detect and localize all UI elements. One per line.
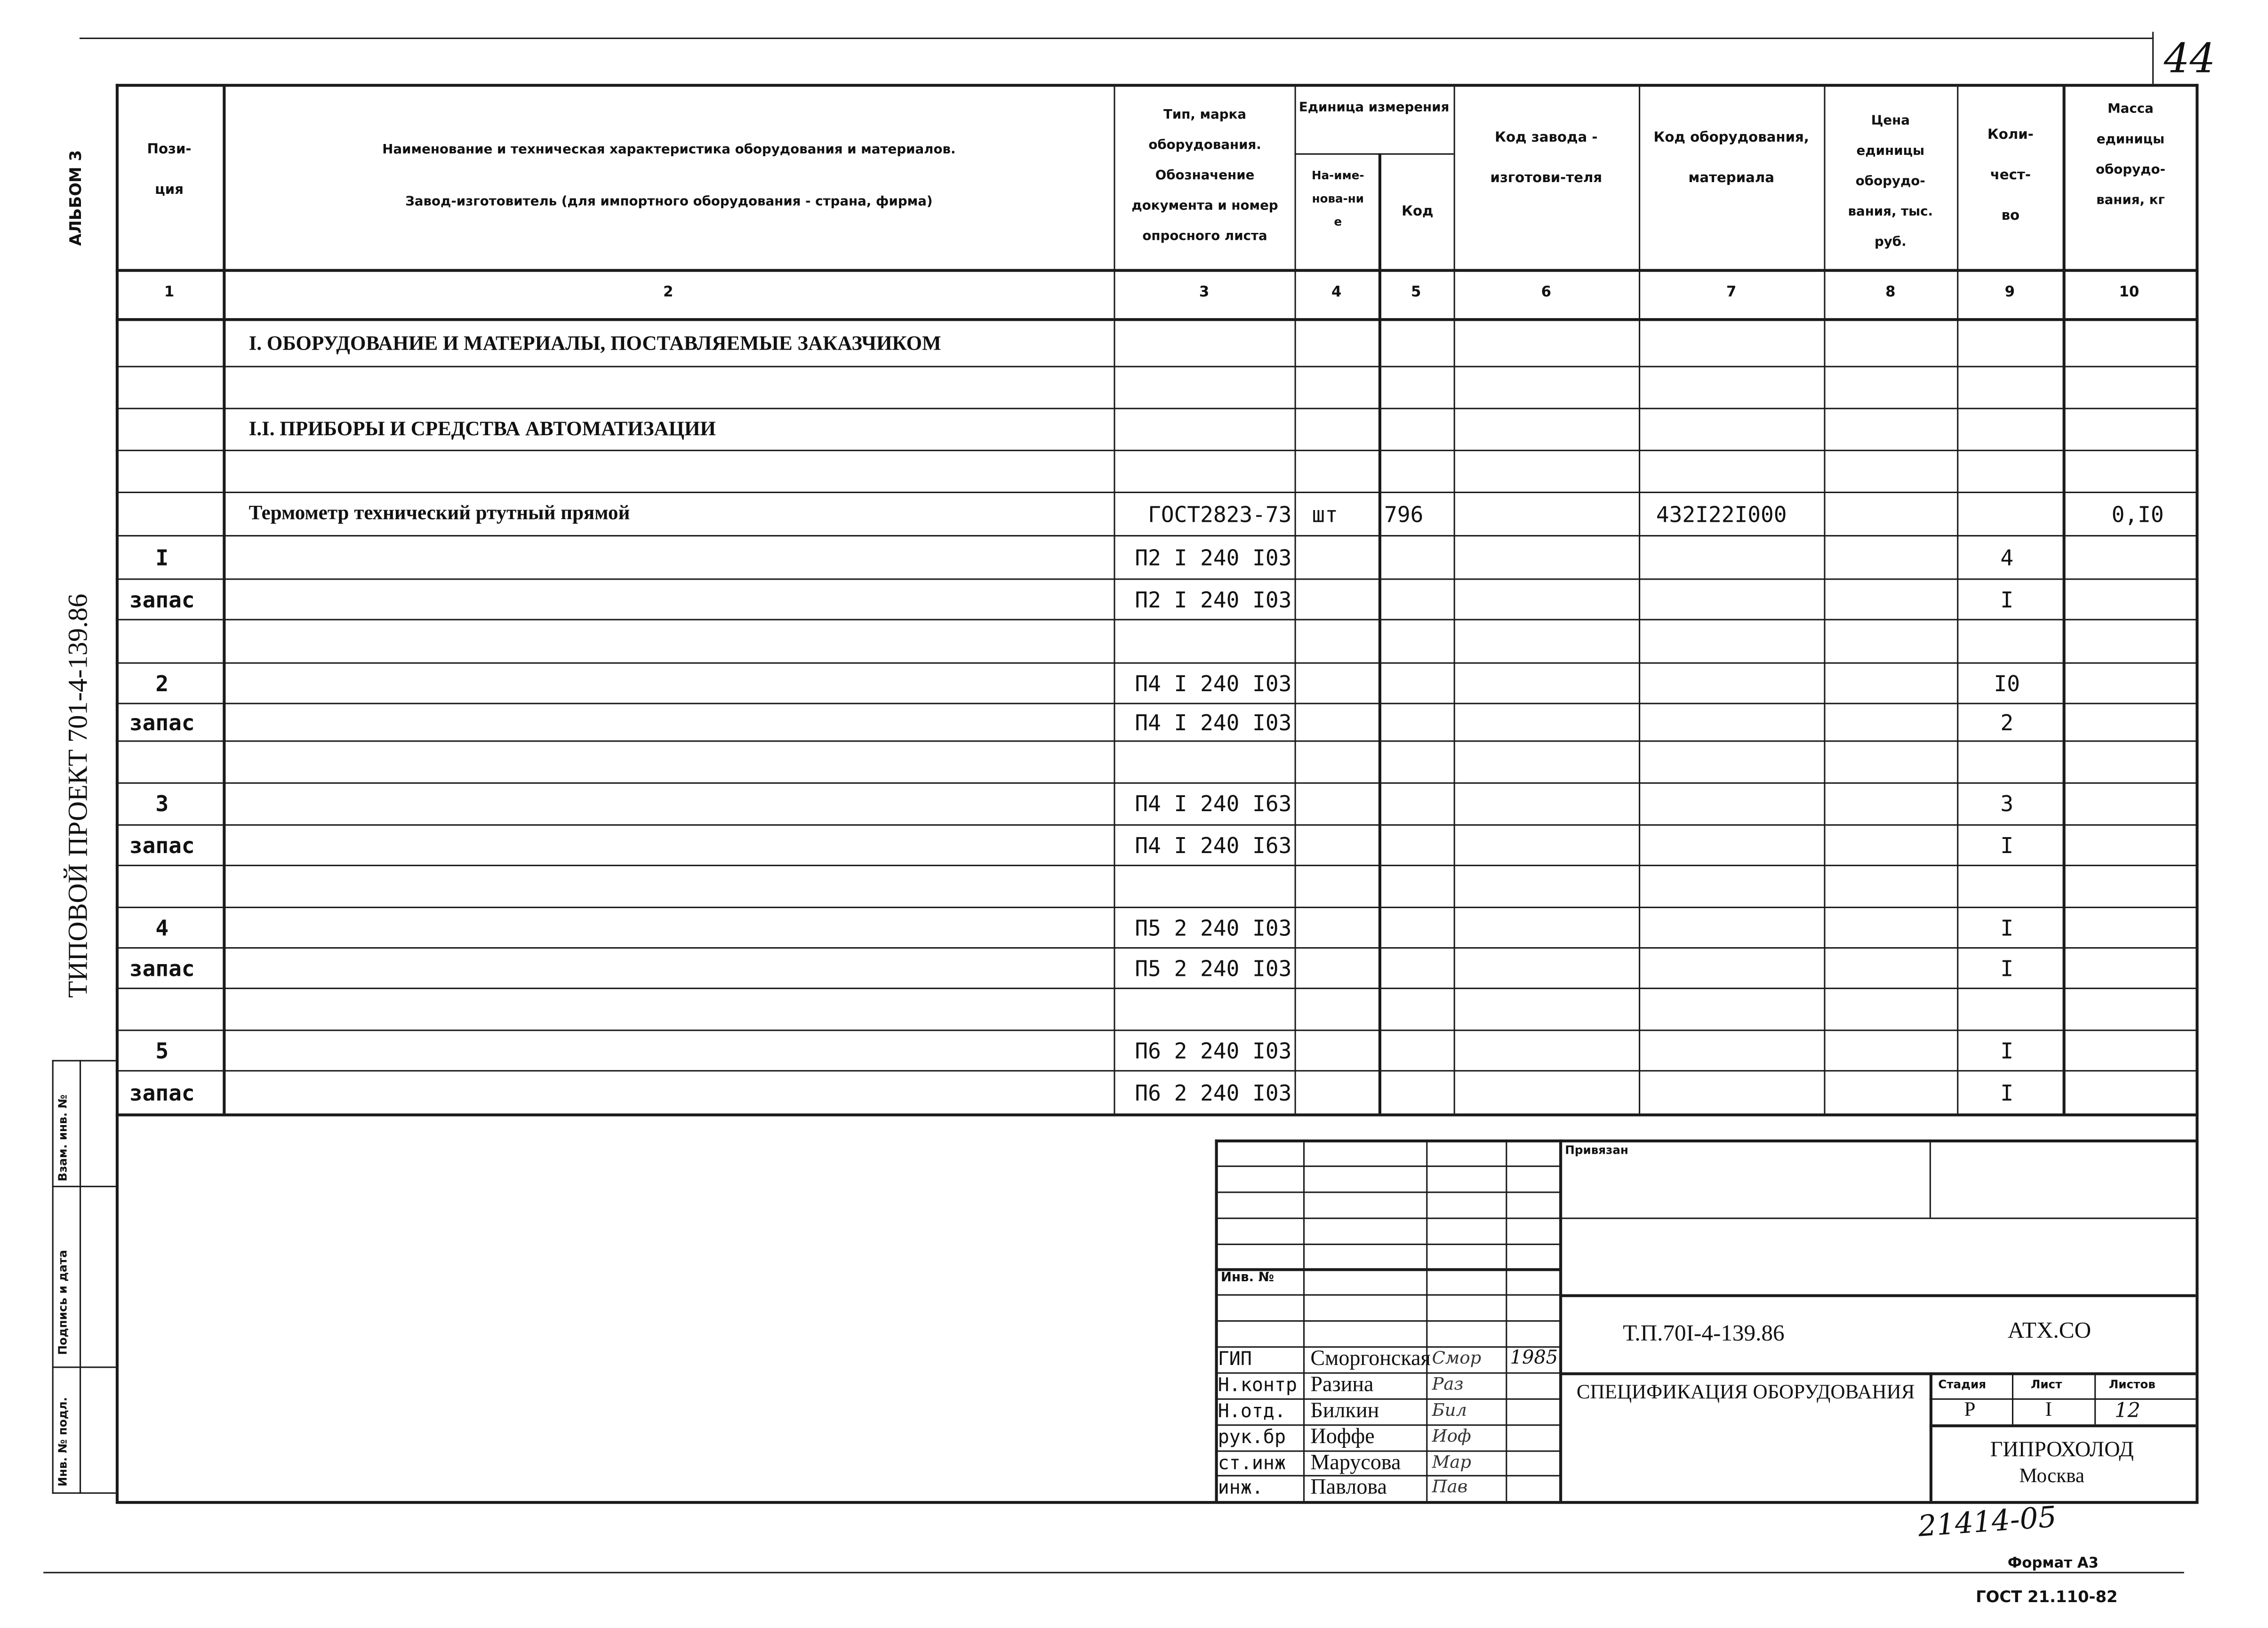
signature: Бил — [1432, 1399, 1467, 1420]
signer-role: инж. — [1218, 1477, 1263, 1500]
cell-mass — [2063, 453, 2164, 492]
cell-type: П6 2 240 I03 — [1135, 1038, 1292, 1064]
cell-pos — [116, 369, 208, 408]
standard-label: ГОСТ 21.110-82 — [1976, 1588, 2118, 1607]
cell-mass — [2063, 990, 2164, 1029]
sheet-code: АТХ.СО — [2007, 1318, 2092, 1344]
header-mass: Масса единицы оборудо-вания, кг — [2095, 103, 2165, 208]
signer-role: ГИП — [1218, 1349, 1252, 1371]
cell-pos: запас — [129, 956, 195, 982]
city: Москва — [2019, 1466, 2084, 1488]
header-unit-name: На-име-нова-ние — [1312, 169, 1364, 229]
cell-equip-code: 432I22I000 — [1656, 502, 1787, 528]
cell-pos — [116, 622, 208, 662]
cell-type: П6 2 240 I03 — [1135, 1080, 1292, 1107]
format-label: Формат А3 — [2007, 1556, 2099, 1572]
year: 1985 — [1510, 1348, 1558, 1370]
cell-mass — [2063, 743, 2164, 782]
cell-qty: I0 — [1994, 671, 2020, 697]
cell-unit-code: 796 — [1384, 502, 1424, 528]
signer-name: Сморгонская — [1310, 1348, 1431, 1371]
cell-qty: I — [2000, 1080, 2014, 1107]
cell-type: П4 I 240 I63 — [1135, 791, 1292, 817]
stamp-inv: Инв. № подл. — [56, 1397, 70, 1487]
header-type: Тип, марка оборудования. Обозначение документа и номер опросного листа — [1131, 108, 1278, 245]
cell-mass — [2063, 665, 2164, 703]
document-title: СПЕЦИФИКАЦИЯ ОБОРУДОВАНИЯ — [1576, 1382, 1915, 1405]
header-name-line1: Наименование и техническая характеристика оборудования и материалов. — [382, 143, 956, 158]
stage-label: Стадия — [1938, 1378, 1986, 1391]
cell-type: П5 2 240 I03 — [1135, 956, 1292, 982]
cell-qty: I — [2000, 833, 2014, 859]
cell-type — [1117, 743, 1292, 782]
cell-name: I.I. ПРИБОРЫ И СРЕДСТВА АВТОМАТИЗАЦИИ — [248, 419, 716, 441]
header-factory-code: Код завода - изготови-теля — [1490, 130, 1603, 187]
cell-pos: 2 — [155, 671, 169, 697]
cell-pos: 4 — [155, 915, 169, 942]
signature: Мар — [1432, 1452, 1471, 1472]
cell-qty — [1957, 369, 2057, 408]
cell-qty — [1957, 868, 2057, 907]
cell-name: I. ОБОРУДОВАНИЕ И МАТЕРИАЛЫ, ПОСТАВЛЯЕМЫЕ ЗАКАЗЧИКОМ — [248, 334, 941, 356]
cell-type — [1117, 369, 1292, 408]
cell-mass — [2063, 706, 2164, 741]
signer-role: Н.отд. — [1218, 1401, 1286, 1423]
cell-qty: I — [2000, 915, 2014, 942]
cell-mass — [2063, 950, 2164, 988]
project-label: ТИПОВОЙ ПРОЕКТ 701-4-139.86 — [64, 593, 94, 998]
cell-qty: I — [2000, 587, 2014, 614]
column-number: 1 — [164, 285, 175, 301]
signer-role: Н.контр — [1218, 1375, 1298, 1397]
cell-mass: 0,I0 — [2111, 502, 2164, 528]
cell-mass — [2063, 827, 2164, 865]
cell-qty: 4 — [2000, 545, 2014, 571]
column-number: 7 — [1726, 285, 1737, 301]
archive-number: 21414-05 — [1916, 1499, 2058, 1544]
stage-value: Р — [1964, 1399, 1976, 1422]
cell-type — [1117, 411, 1292, 450]
cell-qty: I — [2000, 1038, 2014, 1064]
header-price: Цена единицы оборудо-вания, тыс. руб. — [1848, 114, 1933, 250]
cell-type — [1117, 453, 1292, 492]
cell-qty — [1957, 622, 2057, 662]
cell-mass — [2063, 1073, 2164, 1113]
inv-no-label: Инв. № — [1220, 1271, 1274, 1286]
album-label: АЛЬБОМ 3 — [66, 150, 86, 246]
cell-type: П2 I 240 I03 — [1135, 545, 1292, 571]
sheet-value: I — [2045, 1399, 2052, 1422]
cell-qty — [1957, 325, 2057, 366]
cell-qty: I — [2000, 956, 2014, 982]
column-number: 4 — [1331, 285, 1342, 301]
signer-name: Иоффе — [1310, 1426, 1375, 1449]
signer-role: ст.инж — [1218, 1453, 1286, 1475]
cell-qty — [1957, 743, 2057, 782]
cell-pos — [116, 990, 208, 1029]
cell-mass — [2063, 1032, 2164, 1070]
column-number: 10 — [2119, 285, 2140, 301]
cell-name: Термометр технический ртутный прямой — [248, 503, 630, 525]
cell-unit: шт — [1312, 502, 1338, 528]
column-number: 3 — [1199, 285, 1210, 301]
cell-mass — [2063, 538, 2164, 578]
cell-type: П5 2 240 I03 — [1135, 915, 1292, 942]
signer-name: Павлова — [1310, 1476, 1387, 1500]
signer-role: рук.бр — [1218, 1427, 1286, 1449]
signature: Раз — [1432, 1373, 1464, 1394]
cell-pos: запас — [129, 1080, 195, 1107]
column-number: 8 — [1885, 285, 1896, 301]
sheets-value: 12 — [2115, 1399, 2140, 1423]
organization: ГИПРОХОЛОД — [1990, 1438, 2134, 1462]
cell-mass — [2063, 369, 2164, 408]
privyazan-label: Привязан — [1565, 1143, 1628, 1157]
column-number: 2 — [663, 285, 673, 301]
cell-pos — [116, 453, 208, 492]
cell-pos — [116, 868, 208, 907]
signature: Иоф — [1432, 1426, 1471, 1446]
signature: Пав — [1432, 1476, 1468, 1497]
cell-type — [1117, 868, 1292, 907]
cell-pos — [116, 411, 208, 450]
cell-mass — [2063, 411, 2164, 450]
cell-pos — [116, 495, 208, 535]
cell-mass — [2063, 785, 2164, 824]
column-number: 5 — [1411, 285, 1421, 301]
cell-pos — [116, 743, 208, 782]
signer-name: Марусова — [1310, 1452, 1401, 1475]
cell-pos: 5 — [155, 1038, 169, 1064]
signer-name: Разина — [1310, 1373, 1374, 1397]
cell-qty: 3 — [2000, 791, 2014, 817]
header-position: Пози- ция — [147, 142, 192, 199]
cell-qty — [1957, 990, 2057, 1029]
cell-mass — [2063, 325, 2164, 366]
header-unit-code: Код — [1402, 204, 1434, 220]
signer-name: Билкин — [1310, 1399, 1379, 1423]
cell-qty — [1957, 495, 2057, 535]
cell-type: П4 I 240 I03 — [1135, 710, 1292, 736]
page-number: 44 — [2164, 34, 2216, 83]
stamp-vzam: Взам. инв. № — [56, 1094, 70, 1181]
cell-type — [1117, 990, 1292, 1029]
sheet-label: Лист — [2030, 1378, 2062, 1391]
designation: Т.П.70I-4-139.86 — [1623, 1321, 1785, 1347]
header-equip-code: Код оборудования, материала — [1653, 130, 1809, 187]
signature: Смор — [1432, 1348, 1482, 1368]
header-qty: Коли-чест-во — [1987, 127, 2034, 224]
cell-pos: запас — [129, 710, 195, 736]
header-unit-group: Единица измерения — [1298, 101, 1450, 116]
cell-pos — [116, 325, 208, 366]
cell-qty — [1957, 453, 2057, 492]
cell-pos: 3 — [155, 791, 169, 817]
cell-mass — [2063, 868, 2164, 907]
cell-type — [1117, 622, 1292, 662]
cell-mass — [2063, 622, 2164, 662]
cell-pos: I — [155, 545, 169, 571]
cell-type: П4 I 240 I03 — [1135, 671, 1292, 697]
cell-type — [1117, 325, 1292, 366]
cell-type: П2 I 240 I03 — [1135, 587, 1292, 614]
cell-qty — [1957, 411, 2057, 450]
cell-type: ГОСТ2823-73 — [1148, 502, 1292, 528]
sheets-label: Листов — [2108, 1378, 2156, 1391]
cell-type: П4 I 240 I63 — [1135, 833, 1292, 859]
cell-qty: 2 — [2000, 710, 2014, 736]
cell-pos: запас — [129, 587, 195, 614]
cell-mass — [2063, 581, 2164, 619]
cell-pos: запас — [129, 833, 195, 859]
header-name-line2: Завод-изготовитель (для импортного оборудования - страна, фирма) — [405, 195, 933, 210]
column-number: 9 — [2004, 285, 2015, 301]
column-number: 6 — [1541, 285, 1552, 301]
cell-mass — [2063, 910, 2164, 947]
stamp-podpis: Подпись и дата — [56, 1250, 70, 1355]
